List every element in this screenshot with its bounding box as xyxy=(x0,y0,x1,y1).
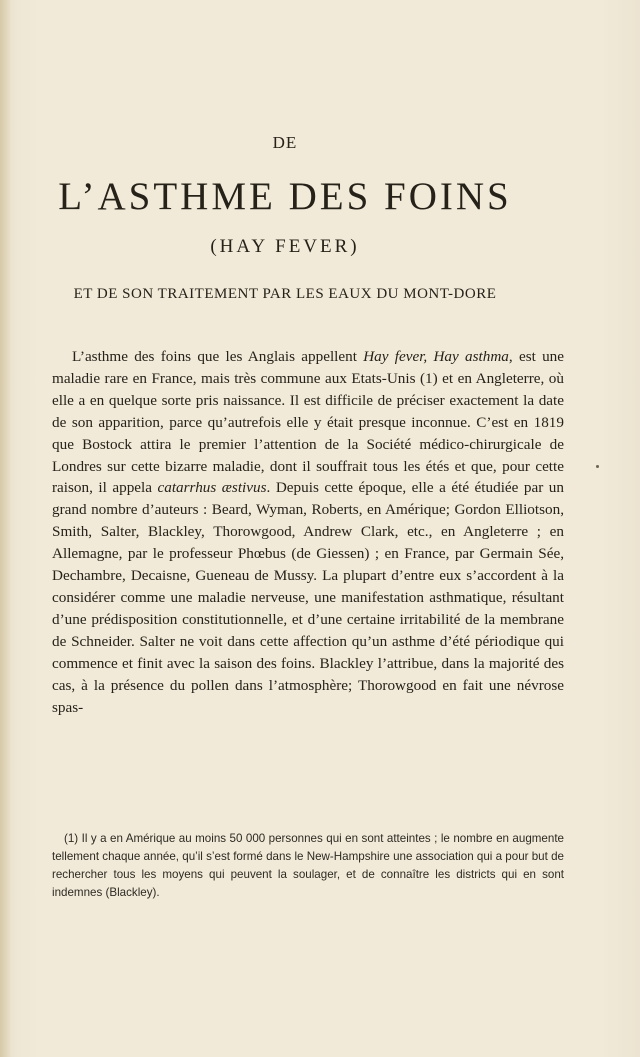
body-italic-1: Hay fever, Hay asthma xyxy=(363,348,509,365)
body-text-3: . Depuis cette époque, elle a été étudiée par un grand nombre d’auteurs : Beard, Wyman, Roberts, en Amérique; Gordon Elliotson, Smith, Salter, Blackley, Thorowgood, Andrew Clark, etc., en Angleterre ; en Allemagne, par le professeur Phœbus (de Giessen) ; en France, par Germain Sée, Dechambre, Decaisne, Gueneau de Mussy. La plupart d’entre eux s’accordent à la considérer comme une maladie nerveuse, une manifestation asthmatique, résultant d’une prédisposition constitutionnelle, et d’une certaine irritabilité de la membrane de Schneider. Salter ne voit dans cette affection qu’un asthme d’été périodique qui commence et finit avec la saison des foins. Blackley l’attribue, dans la majorité des cas, à la présence du pollen dans l’atmosphère; Thorowgood en fait une névrose spas- xyxy=(52,479,564,716)
subtitle: (HAY FEVER) xyxy=(210,236,360,257)
body-text-2: , est une maladie rare en France, mais très commune aux Etats-Unis (1) et en Angleterre, où elle a en quelque sorte pris naissance. Il est difficile de préciser exactement la date de son apparition, parce qu’autrefois elle y était presque inconnue. C’est en 1819 que Bostock attira le premier l’attention de la Société médico-chirurgicale de Londres sur cette bizarre maladie, dont il souffrait tous les étés et que, pour cette raison, il appela xyxy=(52,348,564,497)
pre-title: DE xyxy=(272,133,298,152)
paper-speck xyxy=(596,465,599,468)
footnote: (1) Il y a en Amérique au moins 50 000 personnes qui en sont atteintes ; le nombre en augmente tellement chaque année, qu’il s’est formé dans le New-Hampshire une association qui a pour but de rechercher tous les moyens qui peuvent la soulager, et de connaître les districts qui en sont indemnes (Blackley). xyxy=(52,832,564,900)
body-text-1: L’asthme des foins que les Anglais appellent xyxy=(72,348,364,365)
subsubtitle: ET DE SON TRAITEMENT PAR LES EAUX DU MONT-DORE xyxy=(73,286,497,302)
body-paragraph xyxy=(52,346,564,718)
page-title: L’ASTHME DES FOINS xyxy=(58,175,512,218)
body-italic-2: catarrhus æstivus xyxy=(157,479,267,497)
page-binding-edge xyxy=(0,0,10,1057)
